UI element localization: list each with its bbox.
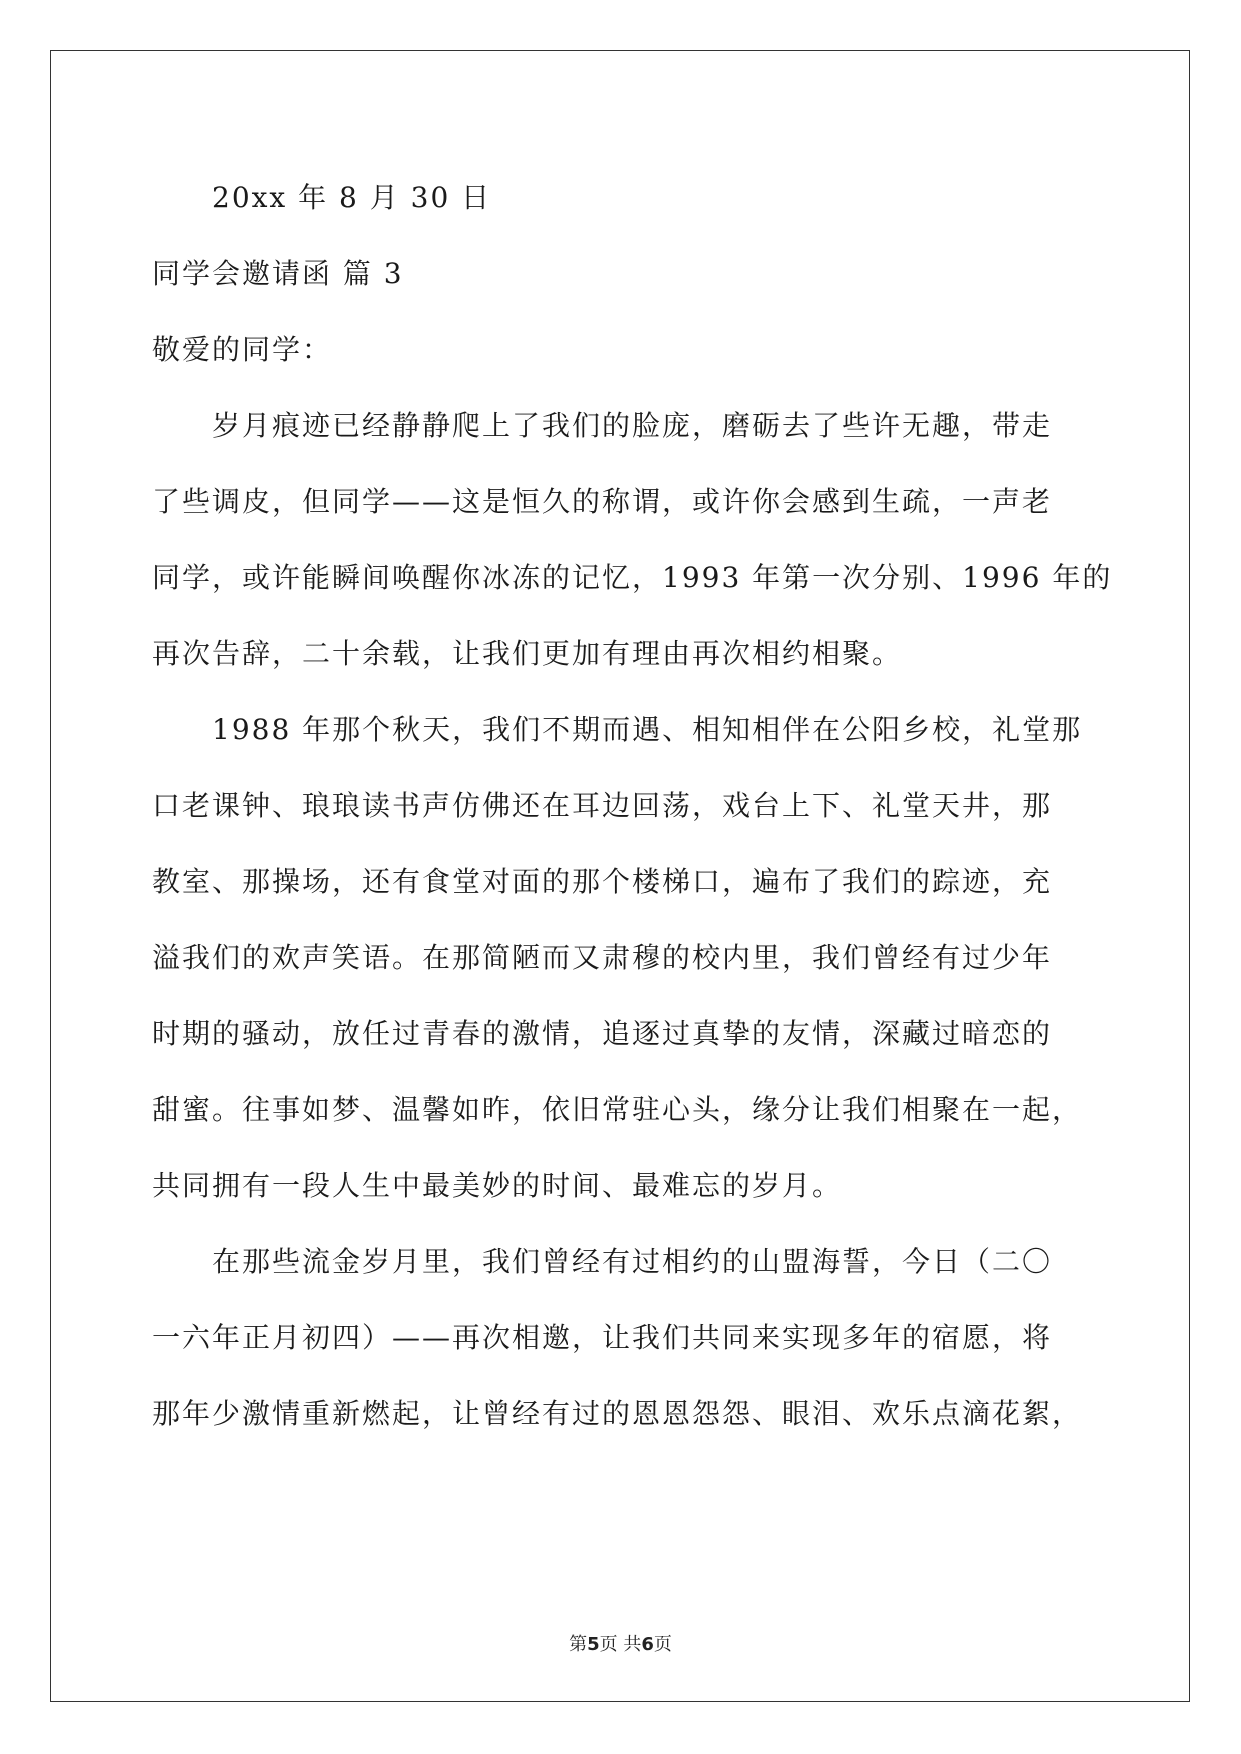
page-mid: 页 共 — [599, 1634, 642, 1655]
paragraph-line: 在那些流金岁月里，我们曾经有过相约的山盟海誓，今日（二〇 — [212, 1245, 1053, 1278]
paragraph-line: 岁月痕迹已经静静爬上了我们的脸庞，磨砺去了些许无趣，带走 — [212, 409, 1053, 442]
date-line: 20xx 年 8 月 30 日 — [212, 181, 492, 214]
section-title: 同学会邀请函 篇 3 — [152, 257, 404, 290]
paragraph-line: 甜蜜。往事如梦、温馨如昨，依旧常驻心头，缘分让我们相聚在一起， — [152, 1093, 1083, 1126]
paragraph-line: 口老课钟、琅琅读书声仿佛还在耳边回荡，戏台上下、礼堂天井，那 — [152, 789, 1053, 822]
paragraph-line: 同学，或许能瞬间唤醒你冰冻的记忆，1993 年第一次分别、1996 年的 — [152, 561, 1113, 594]
salutation: 敬爱的同学： — [152, 333, 333, 366]
page-current: 5 — [587, 1634, 600, 1655]
paragraph-line: 共同拥有一段人生中最美妙的时间、最难忘的岁月。 — [152, 1169, 843, 1202]
paragraph-line: 再次告辞，二十余载，让我们更加有理由再次相约相聚。 — [152, 637, 903, 670]
paragraph-line: 1988 年那个秋天，我们不期而遇、相知相伴在公阳乡校，礼堂那 — [212, 713, 1083, 746]
paragraph-line: 那年少激情重新燃起，让曾经有过的恩恩怨怨、眼泪、欢乐点滴花絮， — [152, 1397, 1083, 1430]
paragraph-line: 教室、那操场，还有食堂对面的那个楼梯口，遍布了我们的踪迹，充 — [152, 865, 1053, 898]
paragraph-line: 时期的骚动，放任过青春的激情，追逐过真挚的友情，深藏过暗恋的 — [152, 1017, 1053, 1050]
page-total: 6 — [641, 1634, 654, 1655]
paragraph-line: 一六年正月初四）——再次相邀，让我们共同来实现多年的宿愿，将 — [152, 1321, 1053, 1354]
page-suffix: 页 — [653, 1634, 672, 1655]
paragraph-line: 了些调皮，但同学——这是恒久的称谓，或许你会感到生疏，一声老 — [152, 485, 1053, 518]
document-body — [152, 160, 1113, 1452]
paragraph-line: 溢我们的欢声笑语。在那简陋而又肃穆的校内里，我们曾经有过少年 — [152, 941, 1053, 974]
page-footer — [0, 1630, 1241, 1656]
page-prefix: 第 — [569, 1634, 588, 1655]
